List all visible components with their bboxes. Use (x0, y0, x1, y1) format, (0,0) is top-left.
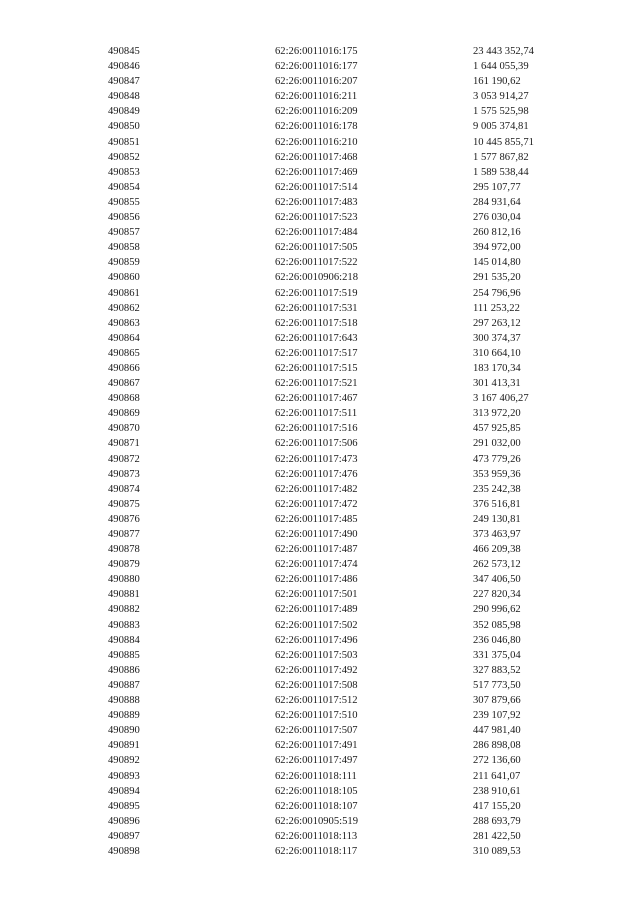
row-number: 490860 (108, 272, 140, 284)
row-number: 490897 (108, 830, 140, 842)
cadastral-number: 62:26:0011017:467 (275, 393, 358, 405)
row-number: 490890 (108, 725, 140, 737)
row-number: 490889 (108, 710, 140, 722)
cadastral-value: 295 107,77 (473, 181, 521, 193)
cadastral-value: 145 014,80 (473, 257, 521, 269)
cadastral-number: 62:26:0011018:113 (275, 830, 358, 842)
cadastral-number: 62:26:0011017:522 (275, 257, 358, 269)
cadastral-number: 62:26:0011017:501 (275, 589, 358, 601)
table-row (108, 497, 583, 512)
row-number: 490863 (108, 317, 140, 329)
row-number: 490853 (108, 166, 140, 178)
row-number: 490880 (108, 574, 140, 586)
cadastral-value: 447 981,40 (473, 725, 521, 737)
cadastral-number: 62:26:0011017:505 (275, 242, 358, 254)
cadastral-value: 417 155,20 (473, 800, 521, 812)
table-row (108, 74, 583, 89)
table-row (108, 89, 583, 104)
table-row (108, 346, 583, 361)
table-row (108, 255, 583, 270)
row-number: 490874 (108, 483, 140, 495)
cadastral-number: 62:26:0011017:468 (275, 151, 358, 163)
cadastral-value: 284 931,64 (473, 196, 521, 208)
table-row (108, 618, 583, 633)
cadastral-value: 281 422,50 (473, 830, 521, 842)
row-number: 490872 (108, 453, 140, 465)
row-number: 490881 (108, 589, 140, 601)
row-number: 490878 (108, 544, 140, 556)
cadastral-value: 1 577 867,82 (473, 151, 529, 163)
table-row (108, 104, 583, 119)
cadastral-value: 297 263,12 (473, 317, 521, 329)
row-number: 490875 (108, 498, 140, 510)
cadastral-value: 291 032,00 (473, 438, 521, 450)
cadastral-number: 62:26:0011017:507 (275, 725, 358, 737)
cadastral-value: 23 443 352,74 (473, 46, 534, 57)
cadastral-value: 394 972,00 (473, 242, 521, 254)
cadastral-value: 227 820,34 (473, 589, 521, 601)
cadastral-value: 373 463,97 (473, 529, 521, 540)
cadastral-number: 62:26:0011017:483 (275, 196, 358, 208)
cadastral-value: 111 253,22 (473, 302, 520, 314)
cadastral-number: 62:26:0011017:486 (275, 574, 358, 586)
cadastral-value: 10 445 855,71 (473, 136, 534, 148)
table-row (108, 467, 583, 482)
cadastral-value: 288 693,79 (473, 815, 521, 827)
cadastral-value: 310 089,53 (473, 845, 521, 857)
cadastral-number: 62:26:0011017:519 (275, 287, 358, 299)
row-number: 490891 (108, 740, 140, 752)
table-row (108, 210, 583, 225)
row-number: 490861 (108, 287, 140, 299)
cadastral-number: 62:26:0011016:209 (275, 106, 358, 118)
row-number: 490882 (108, 604, 140, 616)
row-number: 490868 (108, 393, 140, 405)
cadastral-number: 62:26:0011017:490 (275, 529, 358, 540)
table-row (108, 421, 583, 436)
row-number: 490848 (108, 91, 140, 103)
cadastral-value: 473 779,26 (473, 453, 521, 465)
table-row (108, 286, 583, 301)
row-number: 490883 (108, 619, 140, 631)
table-row (108, 436, 583, 451)
cadastral-value: 290 996,62 (473, 604, 521, 616)
cadastral-number: 62:26:0011017:508 (275, 679, 358, 691)
cadastral-number: 62:26:0011017:531 (275, 302, 358, 314)
table-row (108, 225, 583, 240)
cadastral-value: 3 053 914,27 (473, 91, 529, 103)
cadastral-value: 1 589 538,44 (473, 166, 529, 178)
row-number: 490888 (108, 695, 140, 707)
cadastral-value-table (108, 44, 583, 859)
cadastral-number: 62:26:0011017:502 (275, 619, 358, 631)
table-row (108, 678, 583, 693)
table-row (108, 723, 583, 738)
row-number: 490877 (108, 529, 140, 540)
cadastral-number: 62:26:0011017:514 (275, 181, 358, 193)
cadastral-number: 62:26:0011018:105 (275, 785, 358, 797)
table-row (108, 587, 583, 602)
cadastral-number: 62:26:0011017:510 (275, 710, 358, 722)
cadastral-number: 62:26:0011017:521 (275, 378, 358, 390)
row-number: 490867 (108, 378, 140, 390)
cadastral-number: 62:26:0011016:175 (275, 46, 358, 57)
cadastral-number: 62:26:0011017:517 (275, 347, 358, 359)
cadastral-number: 62:26:0011017:518 (275, 317, 358, 329)
row-number: 490869 (108, 408, 140, 420)
row-number: 490892 (108, 755, 140, 767)
row-number: 490859 (108, 257, 140, 269)
cadastral-number: 62:26:0011017:472 (275, 498, 358, 510)
cadastral-value: 254 796,96 (473, 287, 521, 299)
row-number: 490870 (108, 423, 140, 435)
table-row (108, 376, 583, 391)
cadastral-number: 62:26:0011017:469 (275, 166, 358, 178)
table-row (108, 165, 583, 180)
cadastral-value: 457 925,85 (473, 423, 521, 435)
row-number: 490879 (108, 559, 140, 571)
row-number: 490854 (108, 181, 140, 193)
table-body (108, 44, 583, 859)
table-row (108, 633, 583, 648)
row-number: 490845 (108, 46, 140, 57)
cadastral-value: 286 898,08 (473, 740, 521, 752)
row-number: 490850 (108, 121, 140, 133)
table-row (108, 602, 583, 617)
row-number: 490862 (108, 302, 140, 314)
cadastral-value: 347 406,50 (473, 574, 521, 586)
cadastral-value: 313 972,20 (473, 408, 521, 420)
cadastral-number: 62:26:0011017:512 (275, 695, 358, 707)
cadastral-number: 62:26:0010905:519 (275, 815, 358, 827)
cadastral-number: 62:26:0011017:523 (275, 212, 358, 224)
row-number: 490847 (108, 76, 140, 88)
cadastral-value: 300 374,37 (473, 332, 521, 344)
cadastral-value: 238 910,61 (473, 785, 521, 797)
table-row (108, 648, 583, 663)
cadastral-value: 9 005 374,81 (473, 121, 529, 133)
row-number: 490885 (108, 649, 140, 661)
cadastral-number: 62:26:0011016:178 (275, 121, 358, 133)
cadastral-value: 262 573,12 (473, 559, 521, 571)
row-number: 490898 (108, 845, 140, 857)
cadastral-number: 62:26:0011017:511 (275, 408, 358, 420)
cadastral-value: 301 413,31 (473, 378, 521, 390)
cadastral-value: 466 209,38 (473, 544, 521, 556)
row-number: 490895 (108, 800, 140, 812)
cadastral-value: 307 879,66 (473, 695, 521, 707)
table-row (108, 572, 583, 587)
cadastral-number: 62:26:0011017:491 (275, 740, 358, 752)
cadastral-value: 276 030,04 (473, 212, 521, 224)
row-number: 490866 (108, 362, 140, 374)
table-row (108, 557, 583, 572)
cadastral-value: 376 516,81 (473, 498, 521, 510)
table-row (108, 769, 583, 784)
table-row (108, 59, 583, 74)
cadastral-number: 62:26:0011017:506 (275, 438, 358, 450)
cadastral-value: 331 375,04 (473, 649, 521, 661)
row-number: 490873 (108, 468, 140, 480)
cadastral-number: 62:26:0011018:117 (275, 845, 358, 857)
cadastral-number: 62:26:0011017:474 (275, 559, 358, 571)
cadastral-value: 211 641,07 (473, 770, 521, 782)
cadastral-value: 1 575 525,98 (473, 106, 529, 118)
table-row (108, 512, 583, 527)
table-row (108, 135, 583, 150)
table-row (108, 753, 583, 768)
cadastral-number: 62:26:0011017:484 (275, 227, 358, 239)
cadastral-number: 62:26:0011016:210 (275, 136, 358, 148)
table-row (108, 301, 583, 316)
table-row (108, 738, 583, 753)
cadastral-value: 236 046,80 (473, 634, 521, 646)
row-number: 490894 (108, 785, 140, 797)
cadastral-value: 3 167 406,27 (473, 393, 529, 405)
row-number: 490887 (108, 679, 140, 691)
table-row (108, 527, 583, 542)
table-row (108, 784, 583, 799)
cadastral-value: 239 107,92 (473, 710, 521, 722)
table-row (108, 814, 583, 829)
table-row (108, 44, 583, 59)
cadastral-value: 272 136,60 (473, 755, 521, 767)
table-row (108, 844, 583, 859)
row-number: 490884 (108, 634, 140, 646)
cadastral-number: 62:26:0011016:207 (275, 76, 358, 88)
table-row (108, 482, 583, 497)
cadastral-value: 161 190,62 (473, 76, 521, 88)
cadastral-number: 62:26:0011017:487 (275, 544, 358, 556)
table-row (108, 799, 583, 814)
table-row (108, 240, 583, 255)
cadastral-number: 62:26:0011017:482 (275, 483, 358, 495)
row-number: 490851 (108, 136, 140, 148)
table-row (108, 452, 583, 467)
cadastral-number: 62:26:0011017:492 (275, 664, 358, 676)
table-row (108, 316, 583, 331)
table-row (108, 693, 583, 708)
table-row (108, 542, 583, 557)
cadastral-number: 62:26:0011017:485 (275, 513, 358, 525)
cadastral-value: 517 773,50 (473, 679, 521, 691)
table-row (108, 829, 583, 844)
cadastral-value: 291 535,20 (473, 272, 521, 284)
cadastral-value: 310 664,10 (473, 347, 521, 359)
cadastral-number: 62:26:0011016:177 (275, 61, 358, 73)
cadastral-value: 249 130,81 (473, 513, 521, 525)
table-row (108, 663, 583, 678)
row-number: 490893 (108, 770, 140, 782)
table-row (108, 406, 583, 421)
table-row (108, 391, 583, 406)
cadastral-value: 353 959,36 (473, 468, 521, 480)
cadastral-value: 1 644 055,39 (473, 61, 529, 73)
table-row (108, 180, 583, 195)
row-number: 490849 (108, 106, 140, 118)
cadastral-number: 62:26:0011017:473 (275, 453, 358, 465)
cadastral-value: 183 170,34 (473, 362, 521, 374)
cadastral-number: 62:26:0011018:107 (275, 800, 358, 812)
row-number: 490871 (108, 438, 140, 450)
table-row (108, 331, 583, 346)
row-number: 490846 (108, 61, 140, 73)
row-number: 490865 (108, 347, 140, 359)
cadastral-number: 62:26:0011018:111 (275, 770, 357, 782)
cadastral-number: 62:26:0011017:516 (275, 423, 358, 435)
row-number: 490857 (108, 227, 140, 239)
table-row (108, 708, 583, 723)
row-number: 490855 (108, 196, 140, 208)
table-row (108, 195, 583, 210)
row-number: 490864 (108, 332, 140, 344)
row-number: 490896 (108, 815, 140, 827)
row-number: 490858 (108, 242, 140, 254)
cadastral-number: 62:26:0011017:515 (275, 362, 358, 374)
row-number: 490876 (108, 513, 140, 525)
cadastral-value: 352 085,98 (473, 619, 521, 631)
cadastral-number: 62:26:0010906:218 (275, 272, 358, 284)
table-row (108, 150, 583, 165)
cadastral-number: 62:26:0011017:643 (275, 332, 358, 344)
cadastral-value: 235 242,38 (473, 483, 521, 495)
row-number: 490886 (108, 664, 140, 676)
table-row (108, 361, 583, 376)
table-row (108, 270, 583, 285)
row-number: 490856 (108, 212, 140, 224)
cadastral-number: 62:26:0011017:476 (275, 468, 358, 480)
cadastral-number: 62:26:0011016:211 (275, 91, 358, 103)
row-number: 490852 (108, 151, 140, 163)
table-row (108, 119, 583, 134)
cadastral-value: 327 883,52 (473, 664, 521, 676)
cadastral-number: 62:26:0011017:496 (275, 634, 358, 646)
cadastral-value: 260 812,16 (473, 227, 521, 239)
cadastral-number: 62:26:0011017:489 (275, 604, 358, 616)
cadastral-number: 62:26:0011017:497 (275, 755, 358, 767)
cadastral-number: 62:26:0011017:503 (275, 649, 358, 661)
